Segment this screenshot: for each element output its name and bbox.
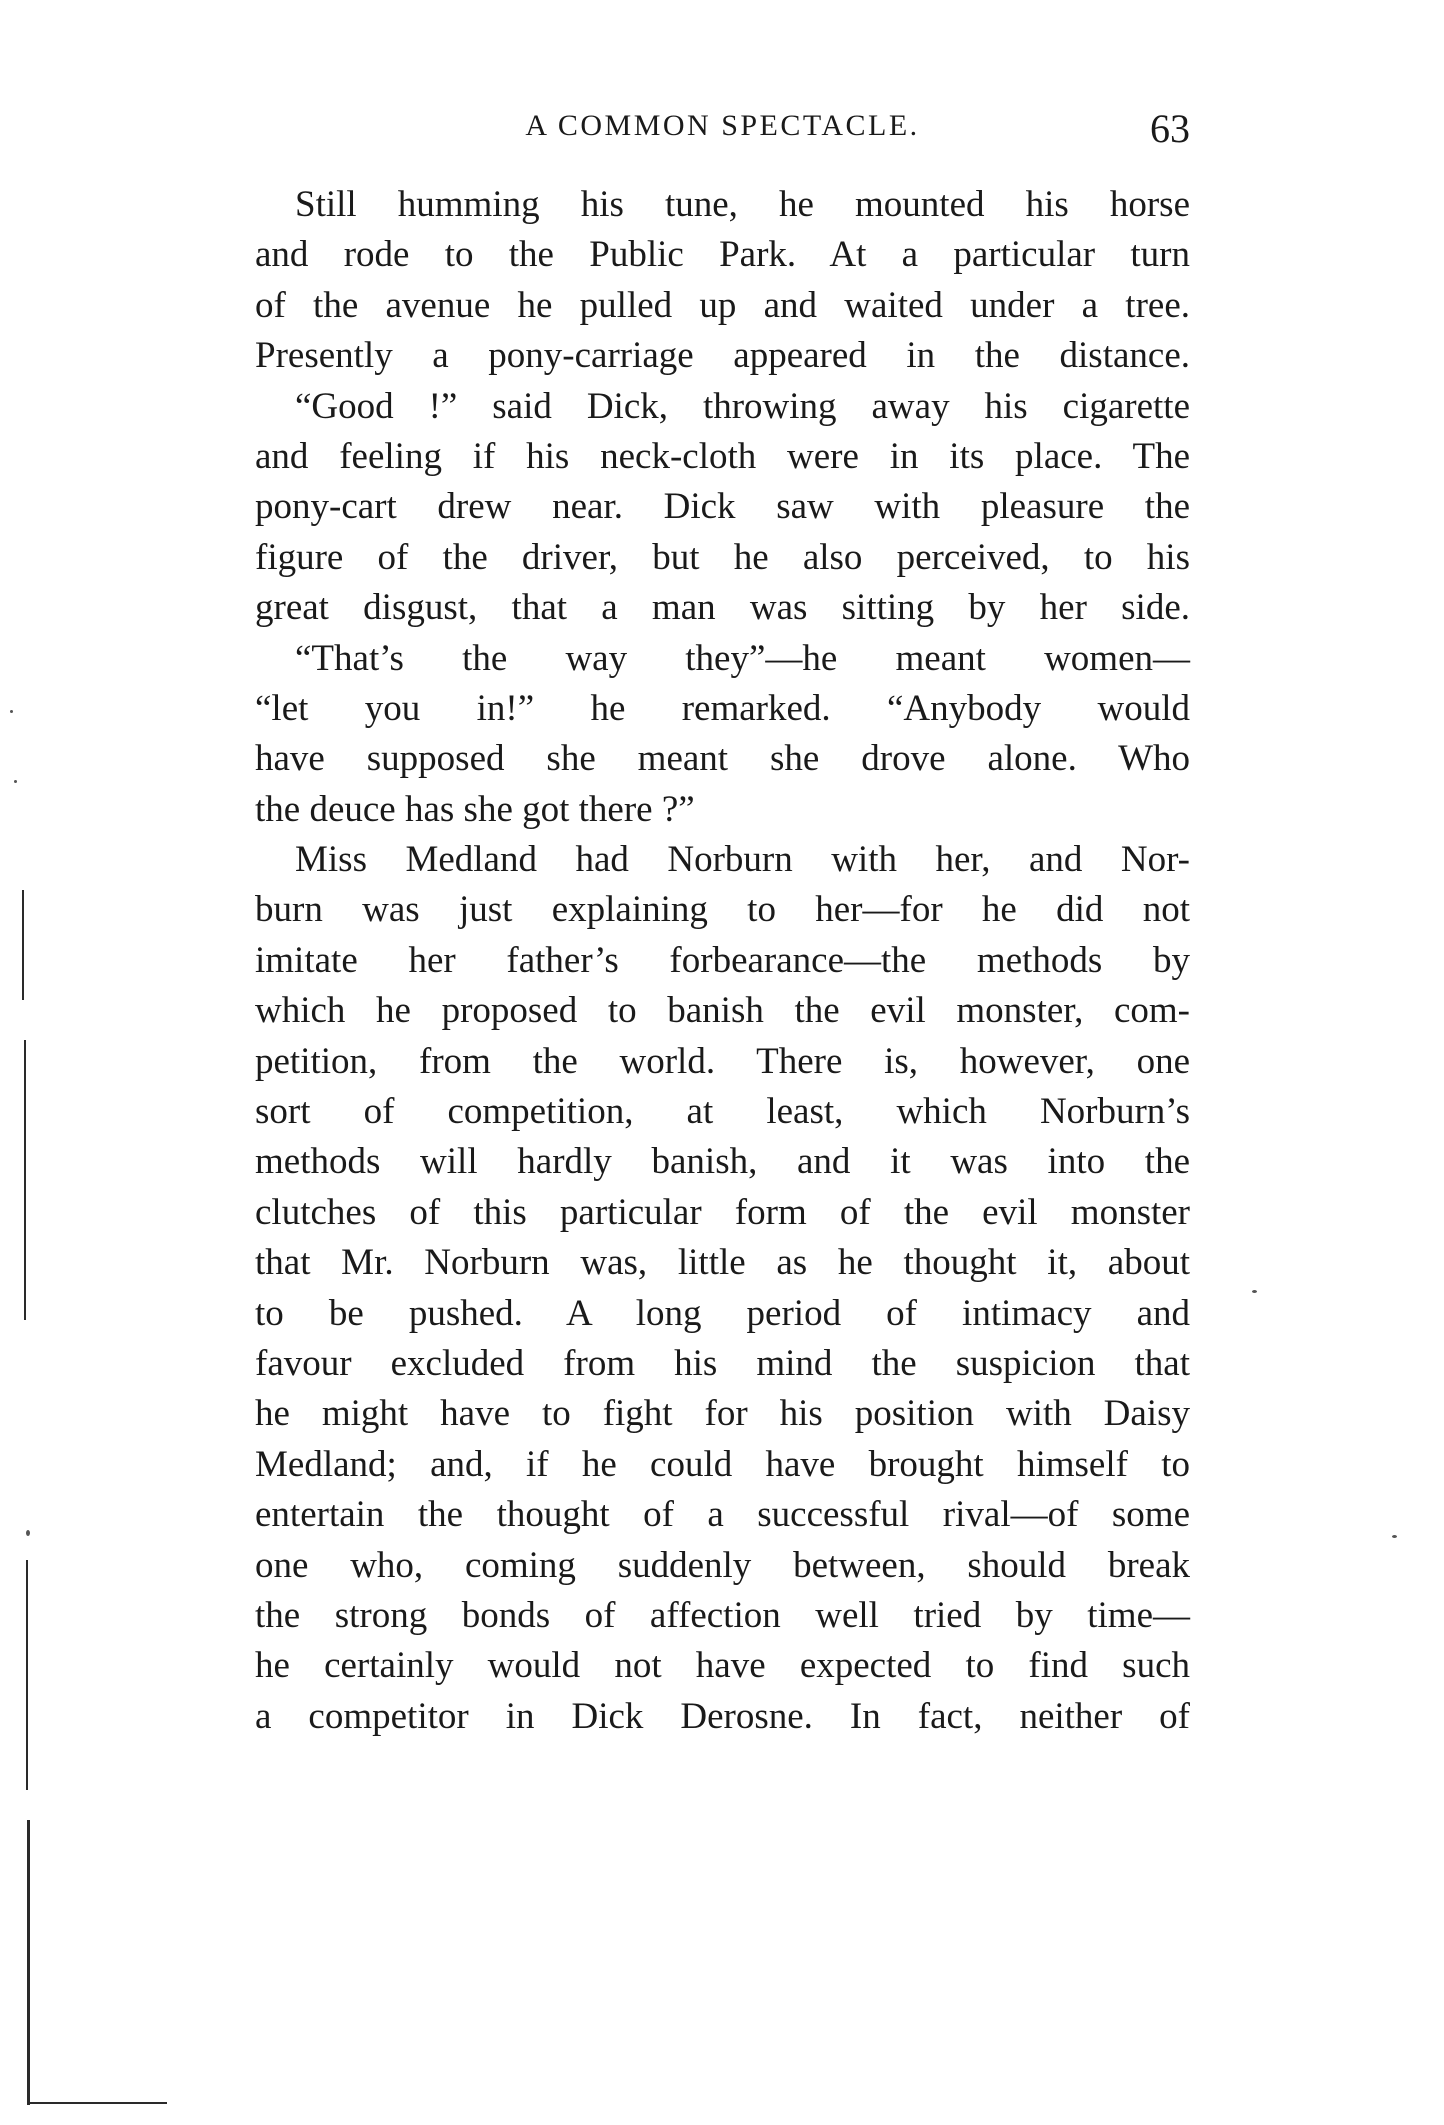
text-line: Still humming his tune, he mounted his horse — [295, 184, 1190, 225]
text-line: “let you in!” he remarked. “Anybody would — [255, 687, 1190, 729]
text-line: sort of competition, at least, which Norburn’s — [255, 1091, 1190, 1133]
gutter-shadow-line — [27, 2102, 167, 2104]
text-line: have supposed she meant she drove alone. Who — [255, 738, 1190, 780]
text-line: favour excluded from his mind the suspicion that — [255, 1342, 1190, 1384]
gutter-shadow-line — [26, 1560, 28, 1790]
text-line: to be pushed. A long period of intimacy and — [255, 1292, 1190, 1334]
text-line: burn was just explaining to her—for he did not — [255, 889, 1190, 931]
text-line: “That’s the way they”—he meant women— — [295, 637, 1190, 679]
text-line: of the avenue he pulled up and waited under a tree. — [255, 284, 1190, 326]
text-line: he certainly would not have expected to find such — [255, 1645, 1190, 1687]
gutter-shadow-line — [22, 890, 24, 1000]
text-line: pony-cart drew near. Dick saw with pleasure the — [255, 486, 1190, 528]
text-line: methods will hardly banish, and it was into the — [255, 1141, 1190, 1183]
gutter-shadow-line — [27, 1820, 30, 2105]
text-line: he might have to fight for his position with Daisy — [255, 1393, 1190, 1435]
text-line: petition, from the world. There is, however, one — [255, 1040, 1190, 1082]
text-line: the strong bonds of affection well tried by time— — [255, 1594, 1190, 1636]
text-line: and rode to the Public Park. At a particular turn — [255, 234, 1190, 276]
body-text — [255, 180, 1190, 1742]
text-line: Medland; and, if he could have brought himself to — [255, 1443, 1190, 1485]
text-line: imitate her father’s forbearance—the methods by — [255, 939, 1190, 981]
text-line: which he proposed to banish the evil monster, com- — [255, 990, 1190, 1032]
page-number: 63 — [1150, 106, 1190, 151]
scan-speck — [10, 710, 13, 713]
text-line: great disgust, that a man was sitting by her side. — [255, 587, 1190, 629]
gutter-shadow-line — [24, 1040, 26, 1320]
text-line: one who, coming suddenly between, should break — [255, 1544, 1190, 1586]
text-line: Presently a pony-carriage appeared in the distance. — [255, 335, 1190, 377]
text-line: clutches of this particular form of the evil monster — [255, 1191, 1190, 1233]
text-line: the deuce has she got there ?” — [255, 788, 695, 830]
text-line: a competitor in Dick Derosne. In fact, neither of — [255, 1695, 1190, 1737]
text-line: and feeling if his neck-cloth were in its place. The — [255, 435, 1190, 477]
scan-speck — [1252, 1290, 1257, 1293]
text-line: that Mr. Norburn was, little as he thought it, about — [255, 1242, 1190, 1284]
running-title: A COMMON SPECTACLE. — [525, 109, 920, 142]
scan-speck — [1392, 1535, 1397, 1538]
text-line: figure of the driver, but he also perceived, to his — [255, 536, 1190, 578]
running-head — [255, 105, 1190, 155]
text-line: Miss Medland had Norburn with her, and Nor- — [295, 839, 1190, 881]
scan-speck — [14, 780, 17, 783]
scan-speck — [26, 1530, 30, 1536]
text-line: entertain the thought of a successful rival—of some — [255, 1494, 1190, 1536]
text-line: “Good !” said Dick, throwing away his cigarette — [295, 385, 1190, 427]
